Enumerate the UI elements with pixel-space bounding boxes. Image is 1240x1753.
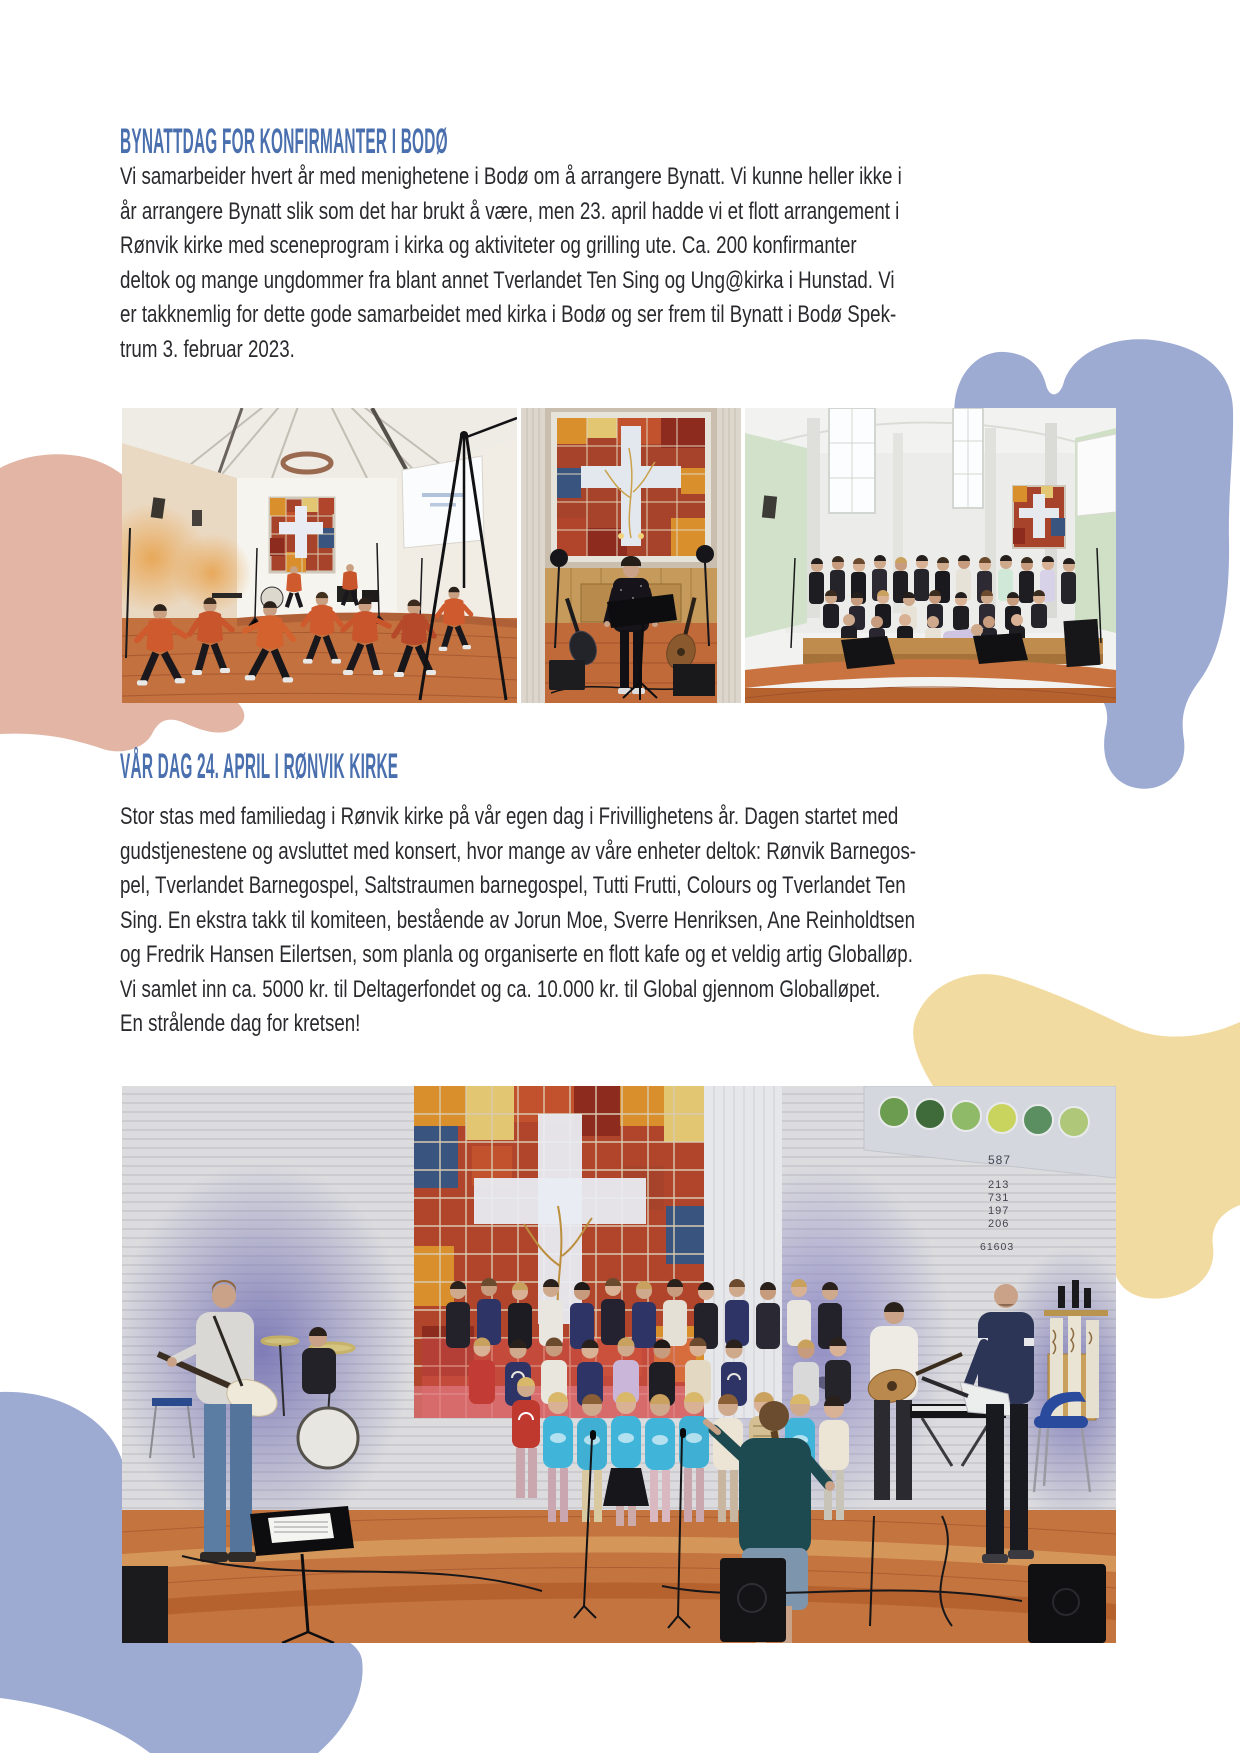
stained-glass-window (551, 412, 711, 562)
paragraph-line: En strålende dag for kretsen! (120, 1010, 361, 1037)
paragraph-line: trum 3. februar 2023. (120, 335, 295, 363)
hymn-number: 731 (988, 1192, 1010, 1204)
hymn-number: 197 (988, 1205, 1010, 1217)
paragraph-vardag (120, 800, 1141, 1042)
paragraph-line: Stor stas med familiedag i Rønvik kirke på vår egen dag i Frivillighetens år. Dagen startet med (120, 803, 899, 830)
paragraph-bynatt (120, 160, 1122, 367)
paragraph-line: Rønvik kirke med sceneprogram i kirka og aktiviteter og grilling ute. Ca. 200 konfirmanter (120, 232, 857, 259)
hymn-number: 206 (988, 1218, 1010, 1230)
paragraph-line: Vi samlet inn ca. 5000 kr. til Deltagerfondet og ca. 10.000 kr. til Global gjennom Globalløpet. (120, 975, 881, 1003)
hymn-number: 213 (988, 1179, 1010, 1191)
photo-singer-music-stand (521, 408, 741, 703)
paragraph-line: Vi samarbeider hvert år med menighetene i Bodø om å arrangere Bynatt. Vi kunne heller ikke i (120, 163, 902, 190)
hymn-number: 61603 (980, 1241, 1015, 1253)
stained-glass-window (1013, 486, 1065, 548)
photo-childrens-choir-concert (122, 1086, 1116, 1643)
paragraph-line: gudstjenestene og avsluttet med konsert, hvor mange av våre enheter deltok: Rønvik Barnegos- (120, 837, 917, 865)
paragraph-line: Sing. En ekstra takk til komiteen, bestående av Jorun Moe, Sverre Henriksen, Ane Reinholdtsen (120, 906, 915, 934)
photo-group-on-stage (745, 408, 1116, 703)
paragraph-line: deltok og mange ungdommer fra blant annet Tverlandet Ten Sing og Ung@kirka i Hunstad. Vi (120, 266, 895, 294)
photo-dancers-orange-hoodies (122, 408, 517, 703)
section-heading-vardag: VÅR DAG 24. APRIL I RØNVIK KIRKE (120, 747, 399, 786)
paragraph-line: er takknemlig for dette gode samarbeidet med kirka i Bodø og ser frem til Bynatt i Bodø Spek- (120, 301, 897, 328)
paragraph-line: og Fredrik Hansen Eilertsen, som planla og organiserte en flott kafe og et veldig artig Globalløp. (120, 941, 913, 968)
section-heading-bynatt: BYNATTDAG FOR KONFIRMANTER I BODØ (120, 122, 448, 161)
stained-glass-window (270, 498, 334, 572)
paragraph-line: pel, Tverlandet Barnegospel, Saltstraumen barnegospel, Tutti Frutti, Colours og Tverlandet Ten (120, 872, 906, 899)
paragraph-line: år arrangere Bynatt slik som det har brukt å være, men 23. april hadde vi et flott arrangement i (120, 197, 900, 225)
hymn-number: 587 (988, 1153, 1012, 1167)
projection-screen (1077, 434, 1116, 516)
